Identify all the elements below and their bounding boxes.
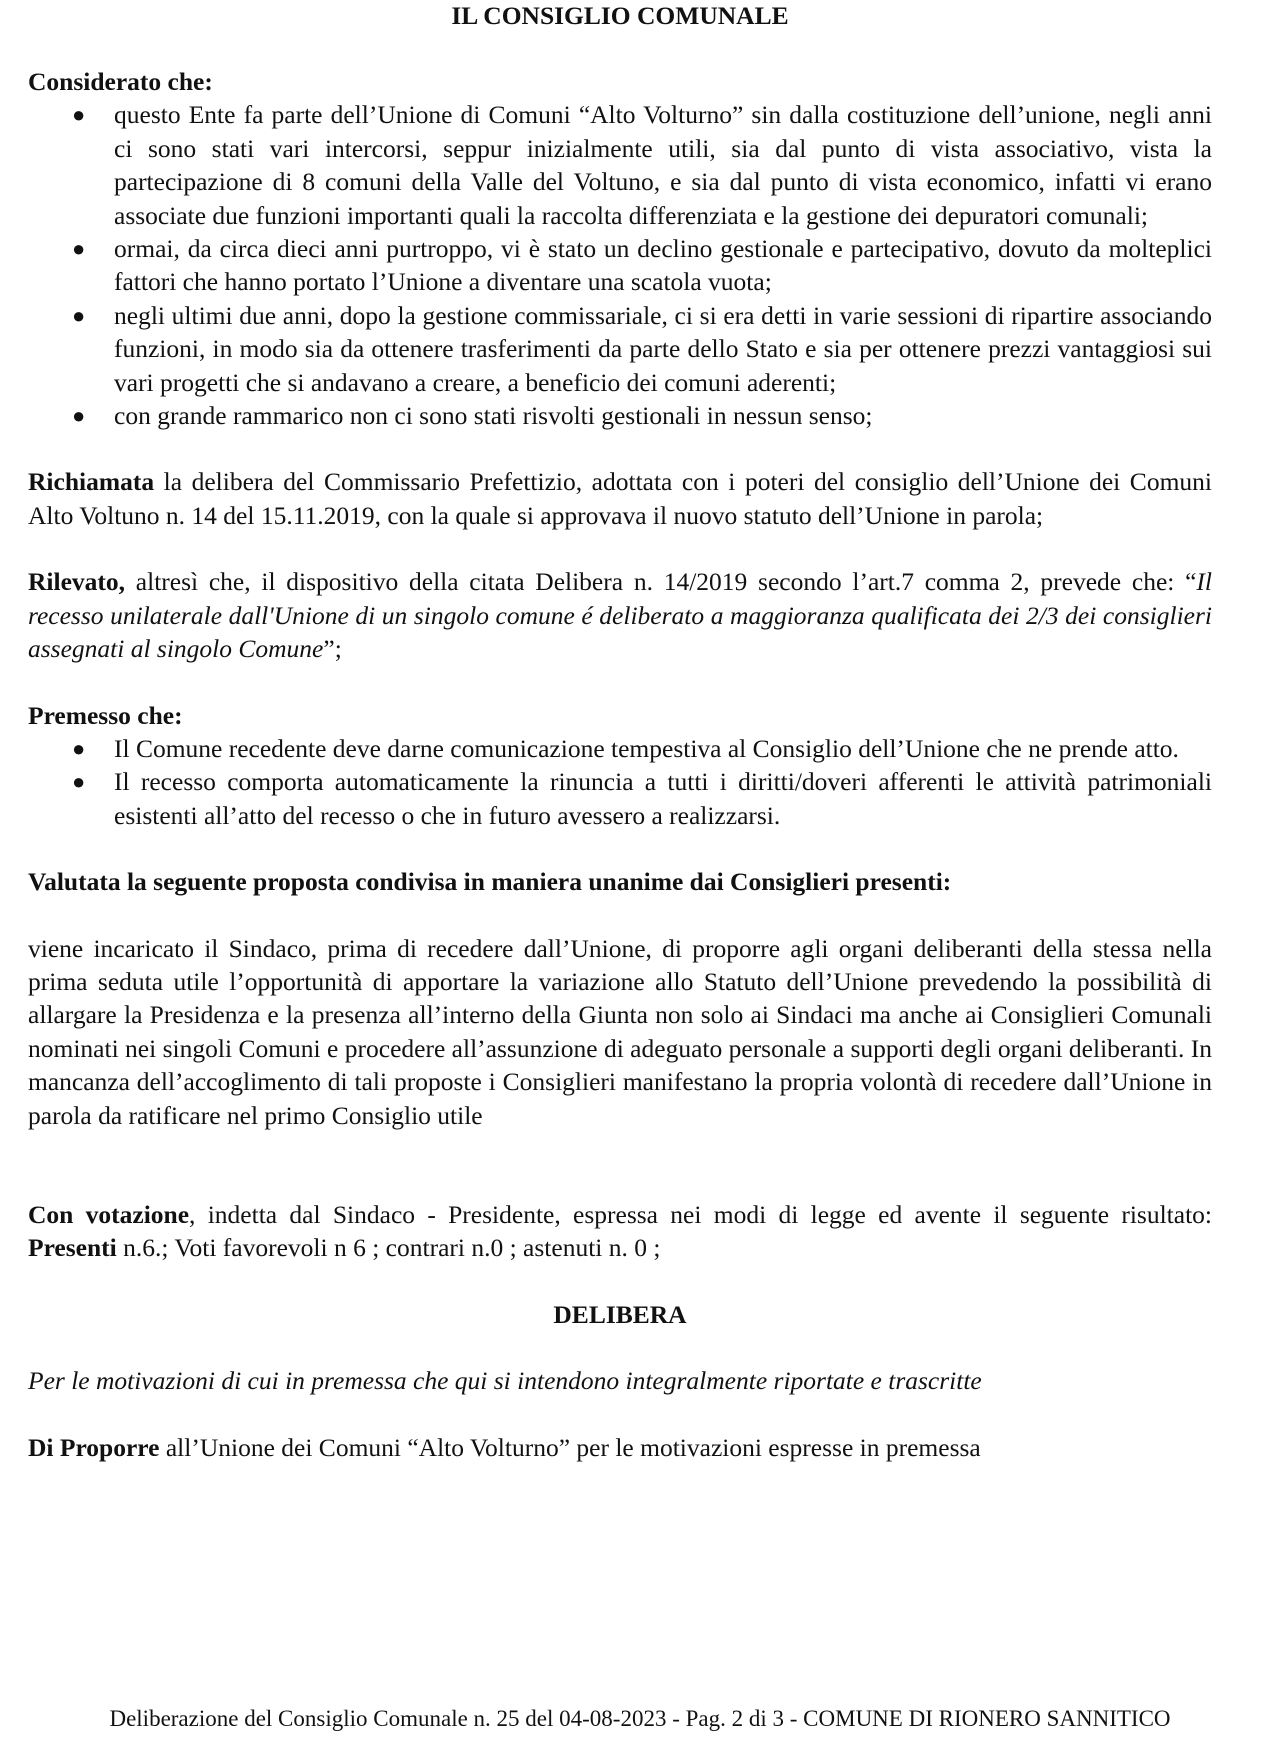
rilevato-quote: Il recesso unilaterale dall'Unione di un singolo comune é deliberato a maggioranza qualificata dei 2/3 dei consiglieri assegnati al singolo Comune bbox=[28, 567, 1212, 664]
votazione-label: Con votazione bbox=[28, 1199, 190, 1229]
document-body bbox=[28, 0, 1212, 1464]
page-title: IL CONSIGLIO COMUNALE bbox=[451, 1, 789, 30]
bullet-icon: ● bbox=[72, 102, 86, 128]
di-proporre-paragraph: Di Proporre all’Unione dei Comuni “Alto Volturno” per le motivazioni espresse in premessa bbox=[28, 1432, 981, 1462]
motivazioni-paragraph: Per le motivazioni di cui in premessa che qui si intendono integralmente riportate e trascritte bbox=[28, 1366, 982, 1396]
page-footer: Deliberazione del Consiglio Comunale n. 25 del 04-08-2023 - Pag. 2 di 3 - COMUNE DI RIONERO SANNITICO bbox=[109, 1706, 1171, 1731]
bullet-icon: ● bbox=[72, 236, 86, 262]
considerato-heading: Considerato che: bbox=[28, 67, 213, 96]
richiamata-paragraph: Richiamata la delibera del Commissario Prefettizio, adottata con i poteri del consiglio dell’Unione dei Comuni Alto Voltuno n. 14 del 15.11.2019, con la quale si approvava il nuovo statuto dell’Unione in parola; bbox=[28, 467, 1212, 530]
delibera-heading: DELIBERA bbox=[553, 1299, 687, 1329]
premesso-list bbox=[28, 732, 1212, 832]
valutata-heading: Valutata la seguente proposta condivisa in maniera unanime dai Consiglieri presenti: bbox=[28, 867, 952, 897]
votazione-paragraph: Con votazione, indetta dal Sindaco - Presidente, espressa nei modi di legge ed avente il seguente risultato: Presenti n.6.; Voti favorevoli n 6 ; contrari n.0 ; astenuti n. 0 ; bbox=[28, 1199, 1212, 1263]
list-item: ● negli ultimi due anni, dopo la gestione commissariale, ci si era detti in varie sessioni di ripartire associando funzioni, in modo sia da ottenere trasferimenti da parte dello Stato e sia per ottenere prezzi vantaggiosi sui vari progetti che si andavano a creare, a beneficio dei comuni aderenti; bbox=[72, 300, 1212, 397]
bullet-icon: ● bbox=[72, 302, 86, 328]
bullet-icon: ● bbox=[72, 403, 86, 429]
list-item: ● Il recesso comporta automaticamente la rinuncia a tutti i diritti/doveri afferenti le attività patrimoniali esistenti all’atto del recesso o che in futuro avessero a realizzarsi. bbox=[72, 767, 1212, 830]
rilevato-label: Rilevato, bbox=[28, 567, 126, 597]
richiamata-label: Richiamata bbox=[28, 467, 155, 497]
list-item: ● con grande rammarico non ci sono stati risvolti gestionali in nessun senso; bbox=[28, 399, 1212, 432]
list-item: ● ormai, da circa dieci anni purtroppo, vi è stato un declino gestionale e partecipativo, dovuto da molteplici fattori che hanno portato l’Unione a diventare una scatola vuota; bbox=[72, 234, 1212, 297]
premesso-heading: Premesso che: bbox=[28, 700, 183, 730]
bullet-icon: ● bbox=[72, 735, 86, 761]
bullet-icon: ● bbox=[72, 769, 86, 795]
rilevato-paragraph: Rilevato, altresì che, il dispositivo della citata Delibera n. 14/2019 secondo l’art.7 comma 2, prevede che: “Il recesso unilaterale dall'Unione di un singolo comune é deliberato a maggioranza qualificata dei 2/3 dei consiglieri assegnati al singolo Comune”; bbox=[28, 567, 1212, 664]
proposta-paragraph: viene incaricato il Sindaco, prima di recedere dall’Unione, di proporre agli organi deliberanti della stessa nella prima seduta utile l’opportunità di apportare la variazione allo Statuto dell’Unione prevedendo la possibilità di allargare la Presidenza e la presenza all’interno della Giunta non solo ai Sindaci ma anche ai Consiglieri Comunali nominati nei singoli Comuni e procedere all’assunzione di adeguato personale a supporti degli organi deliberanti. In mancanza dell’accoglimento di tali proposte i Consiglieri manifestano la propria volontà di recedere dall’Unione in parola da ratificare nel primo Consiglio utile bbox=[28, 933, 1212, 1130]
considerato-list bbox=[28, 98, 1212, 432]
presenti-label: Presenti bbox=[28, 1233, 117, 1263]
di-proporre-label: Di Proporre bbox=[28, 1432, 160, 1462]
list-item: ● questo Ente fa parte dell’Unione di Comuni “Alto Volturno” sin dalla costituzione dell’unione, negli anni ci sono stati vari intercorsi, seppur inizialmente utili, sia dal punto di vista associativo, vista la partecipazione di 8 comuni della Valle del Voltuno, e sia dal punto di vista economico, infatti vi erano associate due funzioni importanti quali la raccolta differenziata e la gestione dei depuratori comunali; bbox=[72, 100, 1212, 230]
list-item: ● Il Comune recedente deve darne comunicazione tempestiva al Consiglio dell’Unione che ne prende atto. bbox=[28, 732, 1212, 765]
